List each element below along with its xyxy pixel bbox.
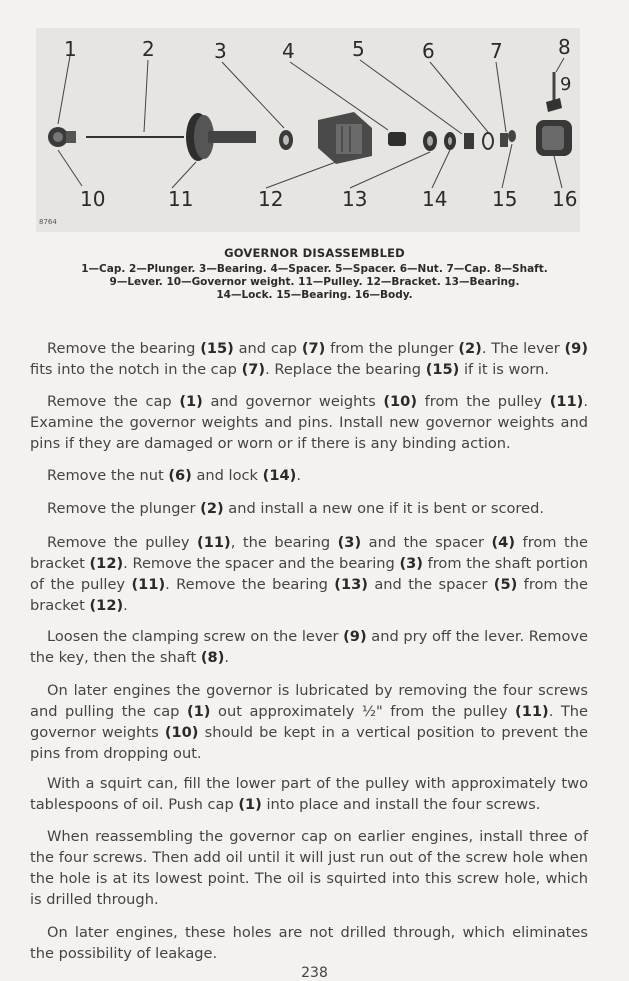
paragraph: On later engines the governor is lubricated by removing the four screws and pulling the cap (1) out approximately ½" from the pulley (11). The governor weights (10) should be kept in a vertical position to prevent the pins from dropping out. bbox=[30, 682, 589, 762]
callout-3: 3 bbox=[214, 39, 227, 63]
part-reference: (5) bbox=[493, 576, 518, 593]
spacer-part-4 bbox=[388, 132, 406, 146]
paragraph: Remove the bearing (15) and cap (7) from the plunger (2). The lever (9) fits into the notch in the cap (7). Replace the bearing (15) if it is worn. bbox=[30, 340, 589, 378]
bracket-part-12 bbox=[318, 112, 372, 164]
part-reference: (12) bbox=[89, 555, 124, 572]
part-reference: (11) bbox=[549, 393, 584, 410]
callout-10: 10 bbox=[80, 187, 106, 211]
part-reference: (7) bbox=[301, 340, 326, 357]
part-reference: (15) bbox=[425, 361, 460, 378]
callout-14: 14 bbox=[422, 187, 448, 211]
bearing-part-13 bbox=[423, 131, 437, 151]
part-reference: (12) bbox=[89, 597, 124, 614]
part-reference: (2) bbox=[458, 340, 482, 357]
callout-5: 5 bbox=[352, 37, 365, 61]
cap-part-1 bbox=[48, 127, 76, 147]
caption-line: 14—Lock. 15—Bearing. 16—Body. bbox=[216, 289, 413, 301]
part-reference: (11) bbox=[131, 576, 166, 593]
paragraph: Remove the nut (6) and lock (14). bbox=[47, 467, 301, 484]
part-reference: (10) bbox=[164, 724, 199, 741]
caption-line: 9—Lever. 10—Governor weight. 11—Pulley. 12—Bracket. 13—Bearing. bbox=[109, 276, 520, 288]
callout-8: 8 bbox=[558, 35, 571, 59]
nut-part-6 bbox=[464, 133, 474, 149]
callout-7: 7 bbox=[490, 39, 503, 63]
callout-15: 15 bbox=[492, 187, 518, 211]
callout-9: 9 bbox=[560, 74, 572, 95]
part-reference: (4) bbox=[491, 534, 516, 551]
paragraph: On later engines, these holes are not drilled through, which eliminates the possibility of leakage. bbox=[30, 924, 588, 962]
part-reference: (8) bbox=[200, 649, 225, 666]
part-reference: (10) bbox=[383, 393, 417, 410]
part-reference: (15) bbox=[200, 340, 234, 357]
paragraph: Remove the cap (1) and governor weights (10) from the pulley (11). Examine the governor weights and pins. Install new governor weights and pins if they are damaged or worn or if there is any binding action. bbox=[30, 393, 588, 452]
callout-4: 4 bbox=[282, 39, 295, 63]
part-reference: (1) bbox=[186, 703, 211, 720]
part-reference: (9) bbox=[564, 340, 589, 357]
cap-part-7 bbox=[500, 133, 508, 147]
part-reference: (11) bbox=[197, 534, 231, 551]
page-number: 238 bbox=[301, 965, 328, 981]
governor-exploded-diagram bbox=[36, 28, 580, 232]
callout-1: 1 bbox=[64, 37, 77, 61]
paragraph: Loosen the clamping screw on the lever (9) and pry off the lever. Remove the key, then the shaft (8). bbox=[30, 628, 588, 666]
part-reference: (1) bbox=[238, 796, 262, 813]
callout-2: 2 bbox=[142, 37, 155, 61]
figure-caption-title: GOVERNOR DISASSEMBLED bbox=[224, 246, 405, 260]
part-reference: (6) bbox=[168, 467, 192, 484]
callout-16: 16 bbox=[552, 187, 578, 211]
callout-13: 13 bbox=[342, 187, 368, 211]
lock-part-14 bbox=[483, 133, 493, 149]
lever-part-9 bbox=[546, 98, 562, 112]
part-reference: (3) bbox=[399, 555, 423, 572]
governor-parts-illustration bbox=[36, 28, 580, 232]
spacer-part-5 bbox=[444, 132, 456, 150]
callout-6: 6 bbox=[422, 39, 435, 63]
paragraph: With a squirt can, fill the lower part of the pulley with approximately two tablespoons of oil. Push cap (1) into place and install the four screws. bbox=[30, 775, 588, 813]
paragraph: Remove the pulley (11), the bearing (3) and the spacer (4) from the bracket (12). Remove the spacer and the bearing (3) from the shaft portion of the pulley (11). Remove the bearing (13) and the spacer (5) from the bracket (12). bbox=[30, 534, 588, 614]
paragraph: Remove the plunger (2) and install a new one if it is bent or scored. bbox=[47, 500, 544, 517]
body-part-16 bbox=[536, 120, 572, 156]
part-reference: (1) bbox=[179, 393, 203, 410]
part-reference: (14) bbox=[262, 467, 297, 484]
part-reference: (2) bbox=[200, 500, 224, 517]
callout-11: 11 bbox=[168, 187, 194, 211]
part-reference: (11) bbox=[515, 703, 549, 720]
part-reference: (13) bbox=[334, 576, 368, 593]
plate-number: 8764 bbox=[39, 218, 57, 226]
paragraph: When reassembling the governor cap on earlier engines, install three of the four screws. Then add oil until it will just run out of the screw hole when the hole is at its lowest point. The oil is squirted into this screw hole, which is drilled through. bbox=[30, 828, 588, 908]
bearing-part-3 bbox=[279, 130, 293, 150]
part-reference: (3) bbox=[337, 534, 362, 551]
caption-line: 1—Cap. 2—Plunger. 3—Bearing. 4—Spacer. 5—Spacer. 6—Nut. 7—Cap. 8—Shaft. bbox=[81, 263, 548, 275]
part-reference: (9) bbox=[343, 628, 367, 645]
bearing-part-15 bbox=[508, 130, 516, 142]
callout-12: 12 bbox=[258, 187, 284, 211]
pulley-part-11 bbox=[186, 113, 256, 161]
part-reference: (7) bbox=[241, 361, 266, 378]
